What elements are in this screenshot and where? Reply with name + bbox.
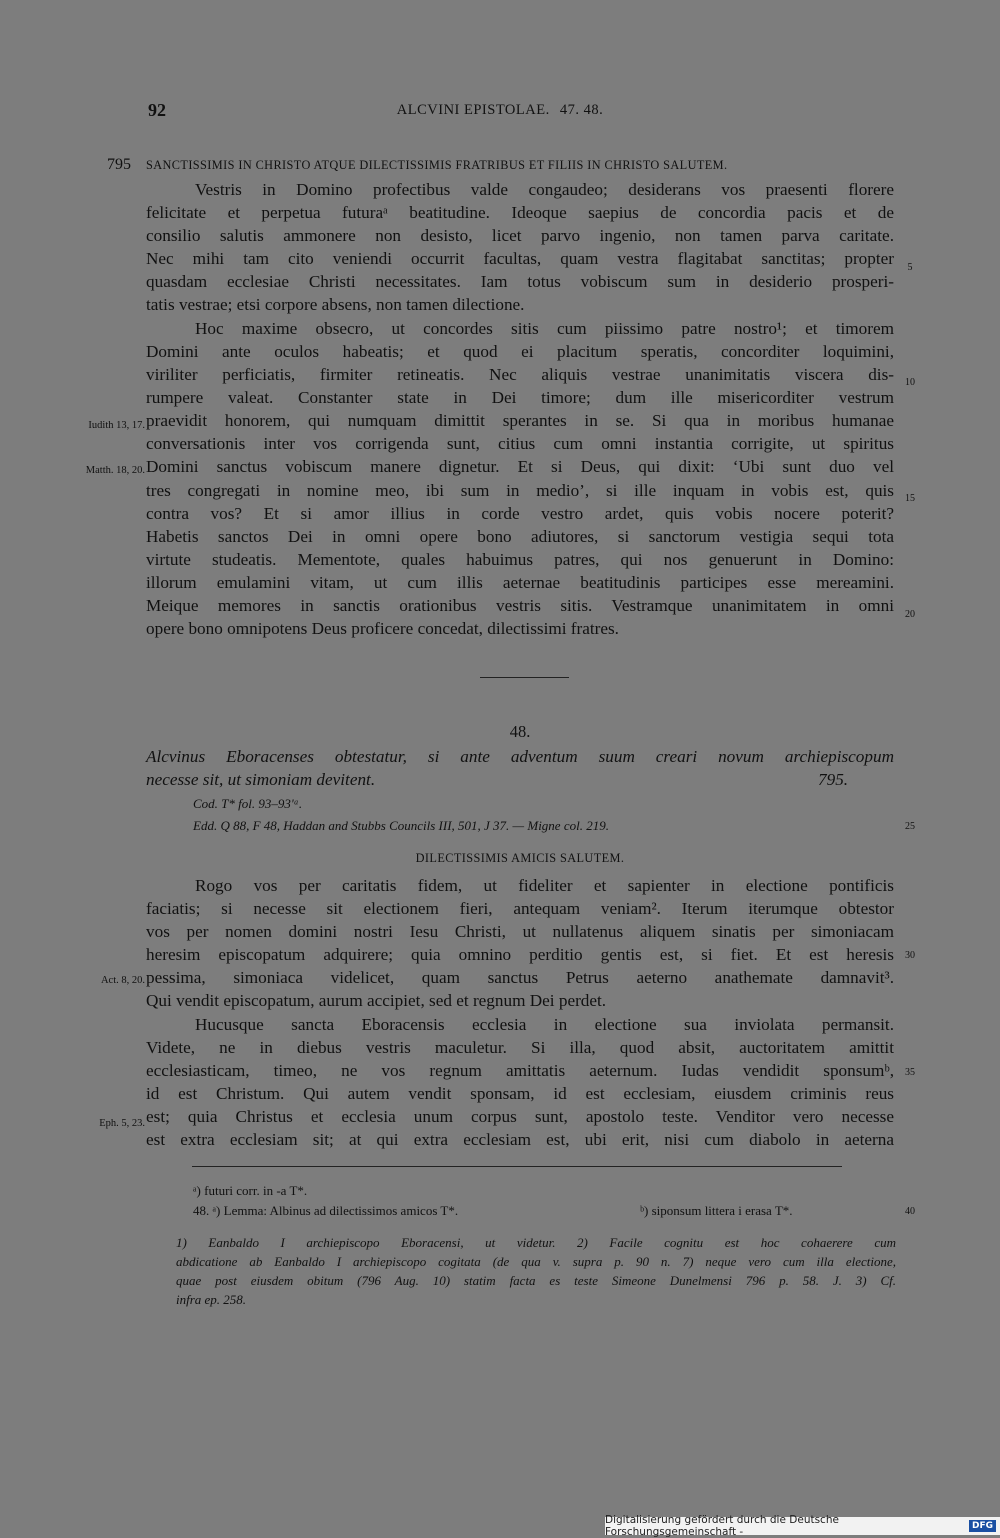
running-title-text: ALCVINI EPISTOLAE. — [396, 102, 550, 118]
margin-reference: Eph. 5, 23. — [99, 1118, 145, 1129]
footnote-a48: 48. ᵃ) Lemma: Albinus ad dilectissimos amicos T*. — [193, 1203, 459, 1218]
text-line: Qui vendit episcopatum, aurum accipiet, sed et regnum Dei perdet. — [146, 991, 607, 1010]
text-line: illorum emulamini vitam, ut cum illis aeternae beatitudinis participes esse mereamini. — [146, 573, 894, 592]
line-number: 15 — [905, 493, 915, 504]
running-title — [0, 102, 1000, 119]
text-line: Videte, ne in diebus vestris maculetur. Si illa, quod absit, auctoritatem amittit — [146, 1038, 894, 1057]
letter-number: 48. — [509, 722, 531, 741]
text-line: Rogo vos per caritatis fidem, ut fideliter et sapienter in electione pontificis — [195, 876, 894, 895]
text-line: Hucusque sancta Eboracensis ecclesia in electione sua inviolata permansit. — [195, 1015, 894, 1034]
text-line: quasdam ecclesiae Christi necessitates. Iam totus vobiscum sum in desiderio prosperi- — [146, 272, 894, 291]
text-line: praevidit honorem, qui numquam dimittit sperantes in se. Si qua in moribus humanae — [146, 411, 894, 430]
letter48-salutation: DILECTISSIMIS AMICIS SALUTEM. — [415, 851, 625, 865]
text-line: pessima, simoniaca videlicet, quam sanctus Petrus aeterno anathemate damnavit³. — [146, 968, 894, 987]
funding-banner — [605, 1514, 1000, 1538]
text-line: viriliter perficiatis, firmiter retineatis. Nec aliquis vestrae unanimitatis viscera dis- — [146, 365, 894, 384]
footnote-note: abdicatione ab Eanbaldo I archiepiscopo cogitata (de qua v. supra p. 90 n. 7) neque vero cum illa electione, — [176, 1254, 896, 1269]
codex-note: Cod. T* fol. 93–93'ᵃ. — [193, 796, 303, 811]
text-line: ecclesiasticam, timeo, ne vos regnum amittatis aeternum. Iudas vendidit sponsumᵇ, — [146, 1061, 894, 1080]
line-number: 5 — [907, 262, 913, 273]
text-line: id est Christum. Qui autem vendit sponsam, id est ecclesiam, eiusdem criminis reus — [146, 1084, 894, 1103]
text-line: Domini sanctus vobiscum manere dignetur. Et si Deus, qui dixit: ‘Ubi sunt duo vel — [146, 457, 894, 476]
footnote-note: infra ep. 258. — [176, 1292, 247, 1307]
dfg-logo: DFG — [969, 1520, 996, 1532]
text-line: Vestris in Domino profectibus valde congaudeo; desiderans vos praesenti florere — [195, 180, 894, 199]
footnote-a47: ᵃ) futuri corr. in -a T*. — [193, 1183, 308, 1198]
margin-reference: Iudith 13, 17. — [88, 420, 145, 431]
text-line: tatis vestrae; etsi corpore absens, non tamen dilectione. — [146, 295, 525, 314]
text-line: opere bono omnipotens Deus proficere concedat, dilectissimi fratres. — [146, 619, 619, 638]
line-number: 35 — [905, 1067, 915, 1078]
letter48-summary: Alcvinus Eboracenses obtestatur, si ante adventum suum creari novum archiepiscopum — [146, 747, 894, 766]
text-line: Domini ante oculos habeatis; et quod ei placitum speratis, concorditer loquimini, — [146, 342, 894, 361]
text-line: virtute studeatis. Mementote, quales habuimus patres, qui nos genuerunt in Domino: — [146, 550, 894, 569]
footnote-b48: ᵇ) siponsum littera i erasa T*. — [640, 1203, 793, 1218]
text-line: est; quia Christus et ecclesia unum corpus sunt, apostolo teste. Venditor vero necesse — [146, 1107, 894, 1126]
editions-note: Edd. Q 88, F 48, Haddan and Stubbs Councils III, 501, J 37. — Migne col. 219. — [193, 818, 609, 833]
margin-reference: Act. 8, 20. — [100, 975, 145, 986]
text-line: consilio salutis ammonere non desisto, licet parvo ingenio, non tamen parva caritate. — [146, 226, 894, 245]
text-line: Nec mihi tam cito veniendi occurrit facultas, quam vestra flagitabat sanctitas; propter — [146, 249, 894, 268]
line-number: 20 — [905, 609, 915, 620]
text-line: felicitate et perpetua futuraᵃ beatitudine. Ideoque saepius de concordia pacis et de — [146, 203, 894, 222]
letter48-summary-end: necesse sit, ut simoniam devitent. — [146, 770, 376, 789]
text-line: heresim episcopatum adquirere; quia omnino perditio gentis est, si fiet. Et est heresis — [146, 945, 894, 964]
letter48-year: 795. — [818, 770, 849, 789]
text-line: Habetis sanctos Dei in omni opere bono adiutores, si sanctorum vestigia sequi tota — [146, 527, 894, 546]
footnote-note: quae post eiusdem obitum (796 Aug. 10) statim facta es teste Simeone Dunelmensi 796 p. 58. J. 3) Cf. — [176, 1273, 896, 1288]
text-line: Meique memores in sanctis orationibus vestris sitis. Vestramque unanimitatem in omni — [146, 596, 894, 615]
page-number: 92 — [148, 100, 166, 120]
line-number: 30 — [905, 950, 915, 961]
margin-reference: Matth. 18, 20. — [85, 465, 145, 476]
letter-year: 795 — [107, 156, 131, 173]
footnote-rule — [192, 1166, 842, 1167]
text-line: rumpere valeat. Constanter state in Dei timore; dum ille misericorditer vestrum — [146, 388, 894, 407]
text-line: est extra ecclesiam sit; at qui extra ecclesiam est, ubi erit, nisi cum diabolo in aeterna — [146, 1130, 894, 1149]
line-number: 25 — [905, 821, 915, 832]
text-line: contra vos? Et si amor illius in corde vestro ardet, quis vobis nocere poterit? — [146, 504, 894, 523]
text-line: faciatis; si necesse sit electionem fieri, antequam veniam². Iterum iterumque obtestor — [146, 899, 894, 918]
footnote-note: 1) Eanbaldo I archiepiscopo Eboracensi, ut videtur. 2) Facile cognitu est hoc cohaerere cum — [176, 1235, 896, 1250]
text-line: conversationis inter vos corrigenda sunt, citius cum omni instantia corrigite, ut spiritus — [146, 434, 894, 453]
funding-text: Digitalisierung gefördert durch die Deutsche Forschungsgemeinschaft - — [605, 1514, 839, 1538]
line-number: 40 — [905, 1206, 915, 1217]
letter47-salutation: SANCTISSIMIS IN CHRISTO ATQUE DILECTISSIMIS FRATRIBUS ET FILIIS IN CHRISTO SALUTEM. — [146, 158, 728, 172]
text-line: Hoc maxime obsecro, ut concordes sitis cum piissimo patre nostro¹; et timorem — [195, 319, 894, 338]
section-separator — [480, 677, 569, 678]
text-line: tres congregati in nomine meo, ibi sum in medio’, si ille inquam in vobis est, quis — [146, 481, 894, 500]
line-number: 10 — [905, 377, 915, 388]
running-title-numbers: 47. 48. — [559, 102, 604, 118]
text-line: vos per nomen domini nostri Iesu Christi, ut nullatenus aliquem sinatis per simoniacam — [146, 922, 894, 941]
